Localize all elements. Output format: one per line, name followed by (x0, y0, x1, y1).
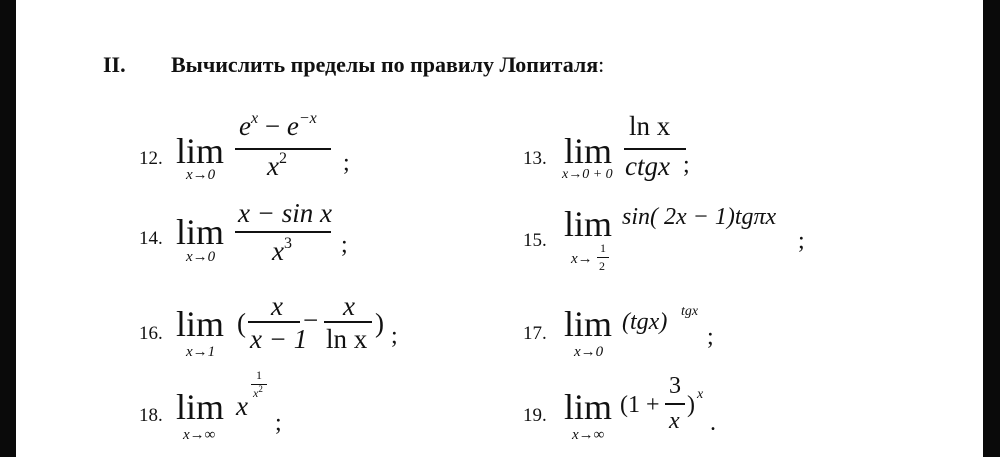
subscript-fraction-denominator: 2 (599, 259, 605, 273)
open-expression: (1 + (620, 392, 660, 418)
document-page (16, 0, 983, 457)
section-title: Вычислить пределы по правилу Лопиталя (171, 52, 599, 77)
fraction-bar (235, 231, 331, 233)
problem-end: ; (275, 410, 282, 436)
lim-subscript: x→0 + 0 (562, 167, 613, 182)
lim-operator: lim (176, 131, 225, 171)
close-paren: ) (687, 392, 695, 418)
lim-subscript: x→0 (186, 249, 216, 265)
lim-subscript: x→0 (574, 344, 604, 360)
fraction-1-bar (248, 321, 300, 323)
limit-expression: sin( 2x − 1)tgπx (622, 204, 777, 230)
problem-number: 16. (139, 323, 163, 344)
lim-subscript: x→1 (186, 344, 216, 360)
power-exponent: x (697, 387, 704, 402)
lim-operator: lim (564, 131, 613, 171)
problem-end: ; (391, 323, 398, 349)
fraction-1-numerator: x (271, 291, 283, 321)
lim-operator: lim (176, 387, 225, 427)
lim-subscript: x→∞ (572, 427, 605, 443)
lim-subscript: x→ (571, 251, 593, 267)
lim-subscript: x→∞ (183, 427, 216, 443)
fraction-numerator: x − sin x (238, 198, 332, 228)
lim-operator: lim (564, 387, 613, 427)
exponent-fraction-denominator: $x^2$ (253, 384, 263, 400)
fraction-denominator: $x^2$ (267, 150, 287, 181)
close-paren: ) (375, 308, 384, 338)
fraction-numerator: ln x (629, 111, 671, 141)
lim-operator: lim (176, 212, 225, 252)
problem-end: ; (343, 150, 350, 176)
lim-operator: lim (564, 304, 613, 344)
problem-number: 13. (523, 148, 547, 169)
fraction-numerator: $e^x - e^{-x}$ (239, 110, 317, 141)
problem-end: ; (341, 232, 348, 258)
problem-end: ; (798, 228, 805, 254)
problem-end: ; (707, 324, 714, 350)
problem-number: 19. (523, 405, 547, 426)
power-exponent: tgx (681, 304, 699, 319)
problem-number: 17. (523, 323, 547, 344)
left-dark-border (0, 0, 16, 457)
problem-end: . (710, 410, 716, 436)
lim-operator: lim (564, 204, 613, 244)
power-base: (tgx) (622, 309, 668, 335)
fraction-denominator: $x^3$ (272, 235, 292, 266)
problem-number: 15. (523, 230, 547, 251)
fraction-2-denominator: ln x (326, 324, 368, 354)
right-dark-border (983, 0, 1000, 457)
problem-number: 14. (139, 228, 163, 249)
fraction-denominator: x (669, 408, 680, 434)
exponent-fraction-numerator: 1 (256, 368, 262, 382)
problem-end: ; (683, 152, 690, 178)
fraction-1-denominator: x − 1 (250, 324, 308, 354)
subscript-fraction-numerator: 1 (600, 241, 606, 255)
title-colon: : (598, 52, 605, 77)
subscript-fraction-bar (597, 257, 609, 258)
open-paren: ( (237, 308, 246, 338)
problem-number: 12. (139, 148, 163, 169)
fraction-denominator: ctgx (625, 151, 670, 181)
fraction-bar (665, 403, 685, 405)
fraction-2-bar (324, 321, 372, 323)
lim-subscript: x→0 (186, 167, 216, 183)
power-base: x (236, 391, 248, 421)
minus-sign: − (303, 305, 319, 335)
lim-operator: lim (176, 304, 225, 344)
fraction-numerator: 3 (669, 373, 681, 399)
fraction-bar (624, 148, 686, 150)
section-header (103, 52, 604, 78)
section-number: II. (103, 52, 126, 77)
fraction-2-numerator: x (343, 291, 355, 321)
problem-number: 18. (139, 405, 163, 426)
